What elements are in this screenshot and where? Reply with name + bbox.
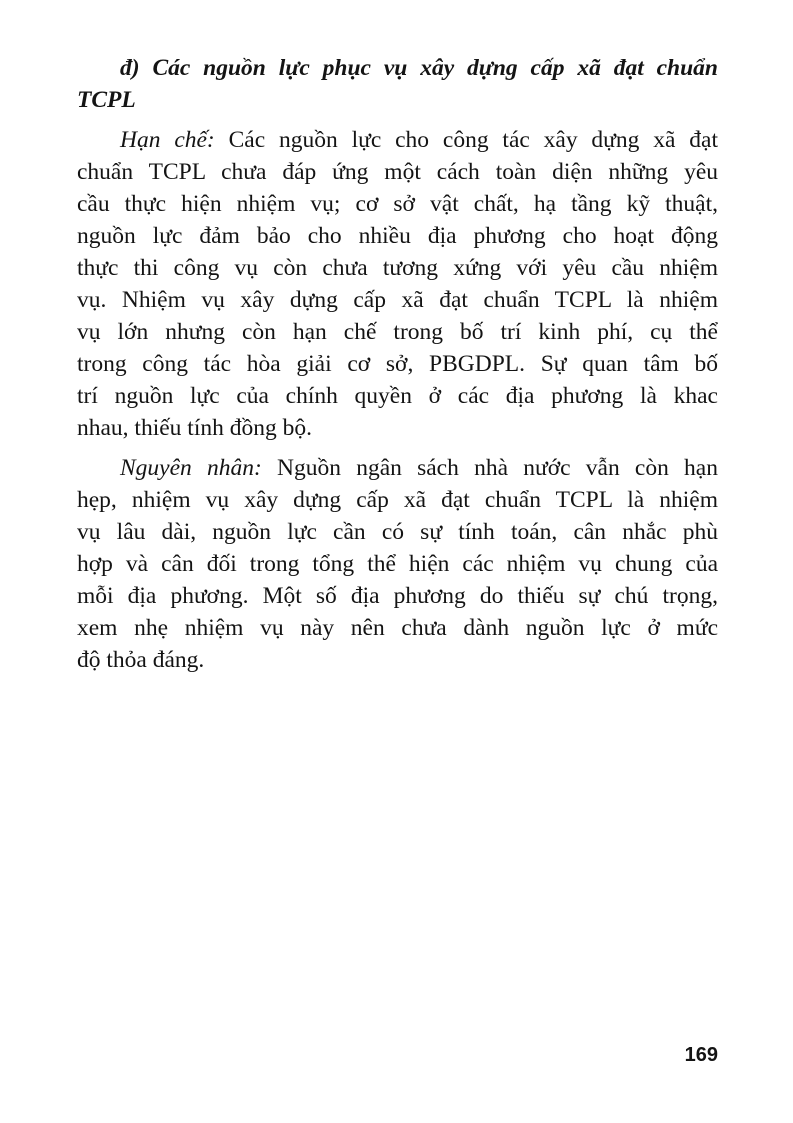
text-line	[77, 348, 718, 380]
line-text: vụ lâu dài, nguồn lực cần có sự tính toán, cân nhắc phù	[77, 519, 718, 545]
text-line	[77, 412, 718, 444]
page-body	[77, 52, 718, 676]
text-line	[77, 252, 718, 284]
text-line	[77, 188, 718, 220]
paragraph-han-che	[77, 124, 718, 444]
line-text: nguồn lực đảm bảo cho nhiều địa phương cho hoạt động	[77, 223, 718, 249]
text-line	[77, 612, 718, 644]
line-text: Nguồn ngân sách nhà nước vẫn còn hạn	[261, 455, 718, 481]
text-line	[77, 644, 718, 676]
heading-line: TCPL	[77, 87, 136, 113]
line-text: cầu thực hiện nhiệm vụ; cơ sở vật chất, hạ tầng kỹ thuật,	[77, 191, 718, 217]
text-line	[77, 580, 718, 612]
paragraph-nguyen-nhan	[77, 452, 718, 676]
line-text: vụ lớn nhưng còn hạn chế trong bố trí kinh phí, cụ thể	[77, 319, 718, 345]
line-text: hẹp, nhiệm vụ xây dựng cấp xã đạt chuẩn TCPL là nhiệm	[77, 487, 718, 513]
line-text: Các nguồn lực cho công tác xây dựng xã đạt	[214, 127, 718, 153]
text-line	[77, 284, 718, 316]
text-line	[77, 124, 718, 156]
text-line	[77, 484, 718, 516]
paragraph-label: Hạn chế:	[120, 127, 215, 153]
line-text: nhau, thiếu tính đồng bộ.	[77, 415, 312, 441]
text-line	[77, 156, 718, 188]
line-text: hợp và cân đối trong tổng thể hiện các nhiệm vụ chung của	[77, 551, 718, 577]
section-heading	[77, 52, 718, 116]
text-line	[77, 316, 718, 348]
line-text: thực thi công vụ còn chưa tương xứng với yêu cầu nhiệm	[77, 255, 718, 281]
line-text: độ thỏa đáng.	[77, 647, 205, 673]
page-number: 169	[684, 1044, 718, 1066]
line-text: chuẩn TCPL chưa đáp ứng một cách toàn diện những yêu	[77, 159, 718, 185]
line-text: xem nhẹ nhiệm vụ này nên chưa dành nguồn lực ở mức	[77, 615, 718, 641]
line-text: trong công tác hòa giải cơ sở, PBGDPL. Sự quan tâm bố	[77, 351, 718, 377]
text-line	[77, 516, 718, 548]
line-text: trí nguồn lực của chính quyền ở các địa phương là khac	[77, 383, 718, 409]
line-text: vụ. Nhiệm vụ xây dựng cấp xã đạt chuẩn TCPL là nhiệm	[77, 287, 718, 313]
line-text: mỗi địa phương. Một số địa phương do thiếu sự chú trọng,	[77, 583, 718, 609]
text-line	[77, 220, 718, 252]
text-line	[77, 452, 718, 484]
text-line	[77, 380, 718, 412]
paragraph-label: Nguyên nhân:	[120, 455, 262, 481]
text-line	[77, 548, 718, 580]
heading-line: đ) Các nguồn lực phục vụ xây dựng cấp xã đạt chuẩn	[120, 55, 718, 81]
